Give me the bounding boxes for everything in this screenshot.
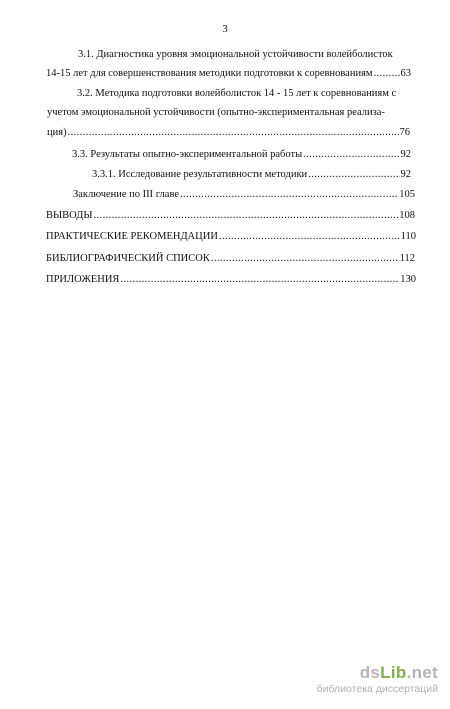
toc-entry-3-3-title: 3.3. Результаты опытно-экспериментальной работы [72,149,303,160]
dot-leader [180,188,398,202]
toc-page-number: 108 [399,210,415,221]
toc-entry-findings-row [46,209,415,223]
watermark-tagline: библиотека диссертаций [316,683,438,695]
toc-entry-3-1-line-2: 14-15 лет для совершенствования методики подготовки к соревнованиям [46,68,373,79]
toc-entry-3-2-line-1: 3.2. Методика подготовки волейболисток 14 - 15 лет к соревнованиям с [77,88,397,99]
page-number: 3 [222,24,228,35]
toc-entry-conclusion-row [73,188,415,202]
toc-page-number: 110 [400,231,416,242]
toc-entry-bibliography-title: БИБЛИОГРАФИЧЕСКИЙ СПИСОК [46,253,210,264]
toc-page-number: 76 [399,127,410,138]
toc-page-number: 63 [400,68,411,79]
toc-entry-3-1-line-1: 3.1. Диагностика уровня эмоциональной устойчивости волейболисток [78,49,393,60]
toc-entry-3-2-line-3: ция) [47,127,67,138]
dot-leader [94,209,399,223]
dot-leader [211,252,399,266]
dot-leader [120,273,399,287]
watermark [317,664,438,696]
dot-leader [374,67,400,81]
toc-entry-3-3-1-row [92,168,411,182]
dot-leader [68,126,399,140]
toc-entry-3-2-line-2: учетом эмоциональной устойчивости (опытно-экспериментальная реализа- [47,107,385,118]
dot-leader [219,230,400,244]
toc-entry-recommendations-title: ПРАКТИЧЕСКИЕ РЕКОМЕНДАЦИИ [46,231,218,242]
toc-entry-bibliography-row [46,252,415,266]
dot-leader [308,168,399,182]
toc-page-number: 92 [400,149,411,160]
logo-lib: Lib [380,663,407,682]
toc-page-number: 92 [400,169,411,180]
toc-entry-conclusion-title: Заключение по III главе [73,189,180,200]
dot-leader [303,148,399,162]
toc-page-number: 112 [399,253,415,264]
toc-page-number: 130 [400,274,416,285]
toc-entry-findings-title: ВЫВОДЫ [46,210,93,221]
toc-entry-3-3-row [72,148,411,162]
toc-entry-3-1-row [46,67,411,81]
toc-entry-3-3-1-title: 3.3.1. Исследование результативности методики [92,169,308,180]
toc-page-number: 105 [399,189,415,200]
toc-entry-3-2-row [47,126,410,140]
logo-suffix: .net [406,663,438,682]
toc-entry-recommendations-row [46,230,416,244]
toc-entry-appendices-row [46,273,416,287]
toc-entry-appendices-title: ПРИЛОЖЕНИЯ [46,274,120,285]
logo-prefix: ds [359,663,381,682]
watermark-logo [317,664,438,682]
